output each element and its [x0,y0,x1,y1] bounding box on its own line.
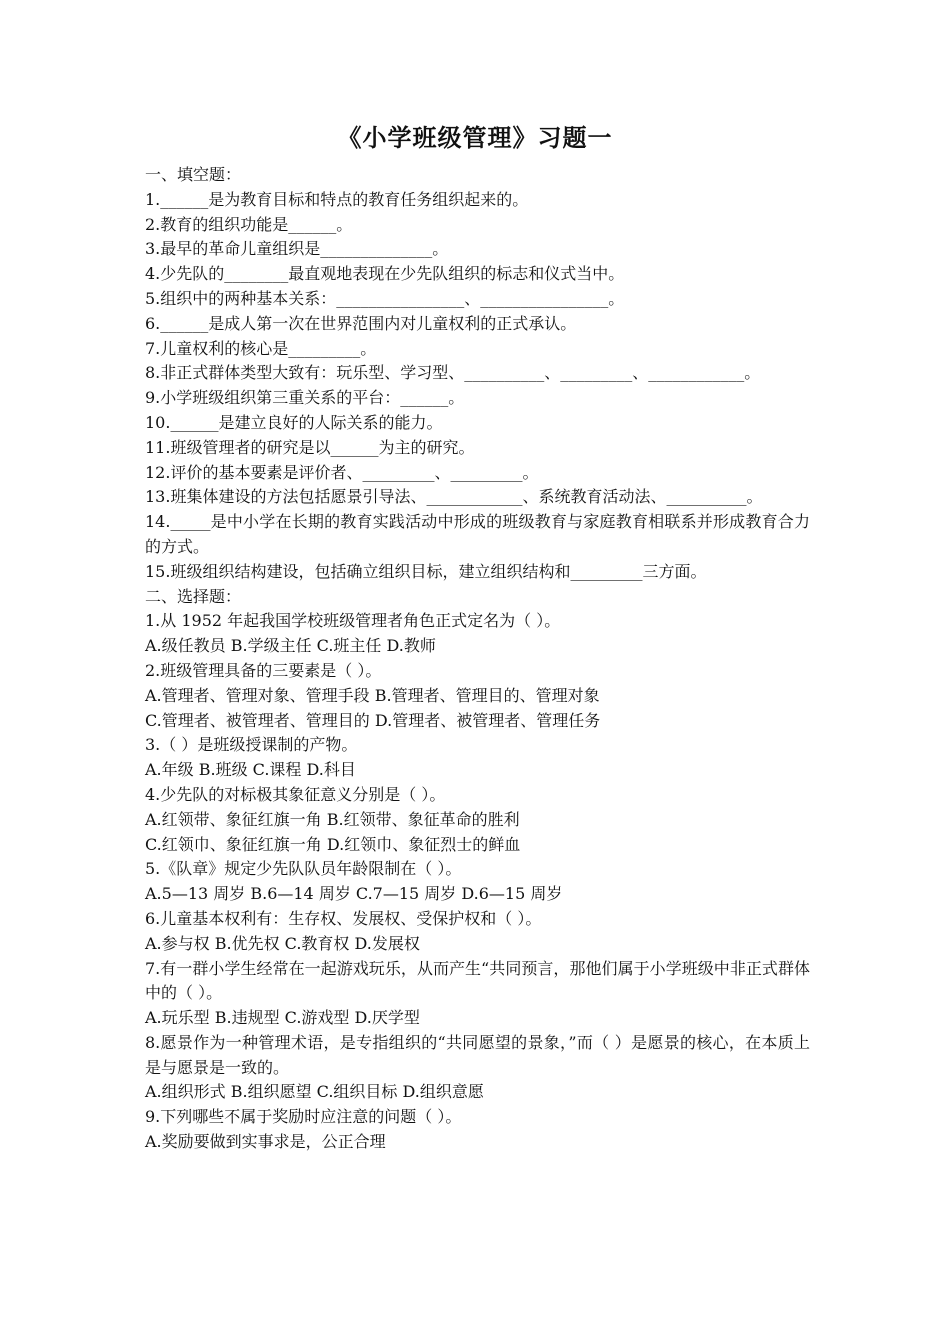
text-line: 3.最早的革命儿童组织是______________。 [145,239,449,259]
text-line: A.奖励要做到实事求是，公正合理 [145,1132,386,1152]
text-line: 二、选择题： [145,586,242,606]
document-title: 《小学班级管理》习题一 [337,124,613,152]
text-line: 6.儿童基本权利有：生存权、发展权、受保护权和（ ）。 [145,908,542,928]
text-line: 5.组织中的两种基本关系：________________、________________。 [145,288,625,308]
text-line: 4.少先队的对标极其象征意义分别是（ ）。 [145,784,446,804]
text-line: 7.有一群小学生经常在一起游戏玩乐，从而产生“共同预言，那他们属于小学班级中非正式群体中的（ ）。 [145,958,810,1003]
text-line: 8.愿景作为一种管理术语，是专指组织的“共同愿望的景象，”而（ ）是愿景的核心，在本质上是与愿景是一致的。 [145,1032,810,1077]
text-line: A.玩乐型 B.违规型 C.游戏型 D.厌学型 [145,1008,420,1028]
text-line: 12.评价的基本要素是评价者、_________、_________。 [145,462,539,482]
text-line: 5.《队章》规定少先队队员年龄限制在（ ）。 [145,859,462,879]
text-line: 7.儿童权利的核心是_________。 [145,338,377,358]
text-line: 3.（ ）是班级授课制的产物。 [145,735,358,755]
text-line: C.管理者、被管理者、管理目的 D.管理者、被管理者、管理任务 [145,710,601,730]
text-line: 11.班级管理者的研究是以______为主的研究。 [145,437,475,457]
text-line: 4.少先队的________最直观地表现在少先队组织的标志和仪式当中。 [145,264,625,284]
text-line: 1.从 1952 年起我国学校班级管理者角色正式定名为（ ）。 [145,611,561,631]
text-line: 14._____是中小学在长期的教育实践活动中形成的班级教育与家庭教育相联系并形成教育合力的方式。 [145,512,810,556]
text-line: A.红领带、象征红旗一角 B.红领带、象征革命的胜利 [145,809,520,829]
text-line: A.年级 B.班级 C.课程 D.科目 [145,760,356,780]
text-line: A.组织形式 B.组织愿望 C.组织目标 D.组织意愿 [145,1082,484,1102]
text-line: 2.教育的组织功能是______。 [145,214,353,234]
text-line: A.5—13 周岁 B.6—14 周岁 C.7—15 周岁 D.6—15 周岁 [145,884,563,904]
text-line: 1.______是为教育目标和特点的教育任务组织起来的。 [145,189,529,209]
text-line: 15.班级组织结构建设，包括确立组织目标，建立组织结构和_________三方面。 [145,561,707,581]
exercise-body [145,163,810,1155]
text-line: 一、填空题： [145,165,242,184]
text-line: 13.班集体建设的方法包括愿景引导法、____________、系统教育活动法、__________。 [145,487,763,507]
text-line: 2.班级管理具备的三要素是（ ）。 [145,660,382,680]
text-line: 9.下列哪些不属于奖励时应注意的问题（ ）。 [145,1107,462,1127]
text-line: 6.______是成人第一次在世界范围内对儿童权利的正式承认。 [145,313,577,333]
text-line: 10.______是建立良好的人际关系的能力。 [145,412,443,432]
text-line: C.红领巾、象征红旗一角 D.红领巾、象征烈士的鲜血 [145,834,521,854]
text-line: 8.非正式群体类型大致有：玩乐型、学习型、__________、_________、____________。 [145,363,761,383]
text-line: A.参与权 B.优先权 C.教育权 D.发展权 [145,933,420,953]
text-line: A.管理者、管理对象、管理手段 B.管理者、管理目的、管理对象 [145,685,600,705]
text-line: 9.小学班级组织第三重关系的平台：______。 [145,388,465,408]
text-line: A.级任教员 B.学级主任 C.班主任 D.教师 [145,636,436,656]
